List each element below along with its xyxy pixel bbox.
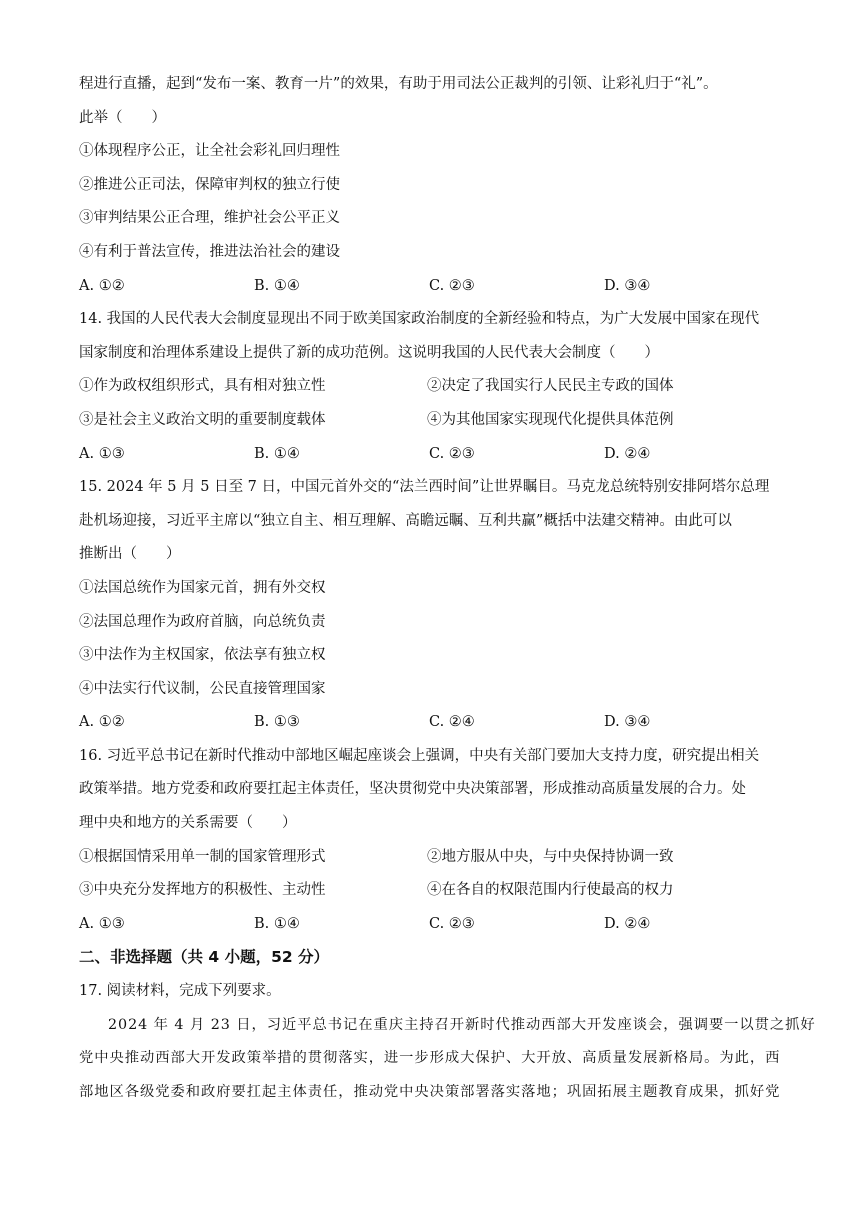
statement-item: ②决定了我国实行人民民主专政的国体 [427,378,674,395]
option-c: C. ②③ [429,915,475,932]
option-a: A. ①③ [79,915,125,932]
statement-item: ③审判结果公正合理，维护社会公平正义 [79,210,340,227]
statement-row [79,841,799,875]
option-d: D. ③④ [604,277,651,294]
question-stem-line: 14. 我国的人民代表大会制度显现出不同于欧美国家政治制度的全新经验和特点，为广大发展中国家在现代 [79,311,760,328]
statement-item: ④中法实行代议制，公民直接管理国家 [79,680,326,697]
statement-row [79,874,799,908]
option-b: B. ①④ [254,445,300,462]
question-stem-line: 国家制度和治理体系建设上提供了新的成功范例。这说明我国的人民代表大会制度（ ） [79,344,659,361]
option-b: B. ①④ [254,915,300,932]
option-c: C. ②④ [429,714,475,731]
material-line: 2024 年 4 月 23 日，习近平总书记在重庆主持召开新时代推动西部大开发座谈会，强调要一以贯之抓好 [108,1016,816,1033]
option-d: D. ③④ [604,714,651,731]
question-stem-line: 此举（ ） [79,109,166,126]
question-stem-line: 政策举措。地方党委和政府要扛起主体责任，坚决贯彻党中央决策部署，形成推动高质量发展的合力。处 [79,781,746,798]
statement-item: ④有利于普法宣传，推进法治社会的建设 [79,243,340,260]
statement-item: ③中央充分发挥地方的积极性、主动性 [79,882,326,899]
option-a: A. ①② [79,277,125,294]
statement-item: ②地方服从中央，与中央保持协调一致 [427,848,674,865]
statement-item: ③中法作为主权国家，依法享有独立权 [79,647,326,664]
answer-options [79,438,799,472]
question-stem-line: 程进行直播，起到“发布一案、教育一片”的效果，有助于用司法公正裁判的引领、让彩礼归于“礼”。 [79,76,718,92]
question-stem-line: 16. 习近平总书记在新时代推动中部地区崛起座谈会上强调，中央有关部门要加大支持力度，研究提出相关 [79,747,760,764]
option-c: C. ②③ [429,445,475,462]
statement-item: ②推进公正司法，保障审判权的独立行使 [79,176,340,193]
question-13 [79,68,799,303]
statement-row [79,404,799,438]
statement-item: ①根据国情采用单一制的国家管理形式 [79,848,326,865]
statement-item: ④在各自的权限范围内行使最高的权力 [427,882,674,899]
statement-item: ①法国总统作为国家元首，拥有外交权 [79,579,326,596]
question-15 [79,471,799,740]
statement-item: ①体现程序公正，让全社会彩礼回归理性 [79,143,340,160]
section-heading: 二、非选择题（共 4 小题，52 分） [79,948,330,967]
statement-row [79,370,799,404]
option-b: B. ①③ [254,714,300,731]
question-stem-line: 推断出（ ） [79,546,181,563]
exam-page [79,68,816,1109]
statement-item: ②法国总理作为政府首脑，向总统负责 [79,613,326,630]
question-17 [79,975,816,1109]
statement-item: ③是社会主义政治文明的重要制度载体 [79,411,326,428]
question-16 [79,740,799,942]
option-d: D. ②④ [604,915,651,932]
option-b: B. ①④ [254,277,300,294]
option-a: A. ①③ [79,445,125,462]
question-stem-line: 理中央和地方的关系需要（ ） [79,815,297,832]
statement-item: ①作为政权组织形式，具有相对独立性 [79,378,326,395]
question-14 [79,303,799,471]
answer-options [79,908,799,942]
statement-item: ④为其他国家实现现代化提供具体范例 [427,411,674,428]
material-line: 党中央推动西部大开发政策举措的贯彻落实，进一步形成大保护、大开放、高质量发展新格局。为此，西 [79,1050,781,1067]
material-line: 部地区各级党委和政府要扛起主体责任，推动党中央决策部署落实落地；巩固拓展主题教育成果，抓好党 [79,1083,781,1100]
question-stem-line: 赴机场迎接，习近平主席以“独立自主、相互理解、高瞻远瞩、互利共赢”概括中法建交精神。由此可以 [79,512,732,529]
option-d: D. ②④ [604,445,651,462]
answer-options [79,706,799,740]
option-a: A. ①② [79,714,125,731]
question-stem-line: 15. 2024 年 5 月 5 日至 7 日，中国元首外交的“法兰西时间”让世界瞩目。马克龙总统特别安排阿塔尔总理 [79,479,770,496]
answer-options [79,270,799,304]
option-c: C. ②③ [429,277,475,294]
question-stem-line: 17. 阅读材料，完成下列要求。 [79,983,281,1000]
